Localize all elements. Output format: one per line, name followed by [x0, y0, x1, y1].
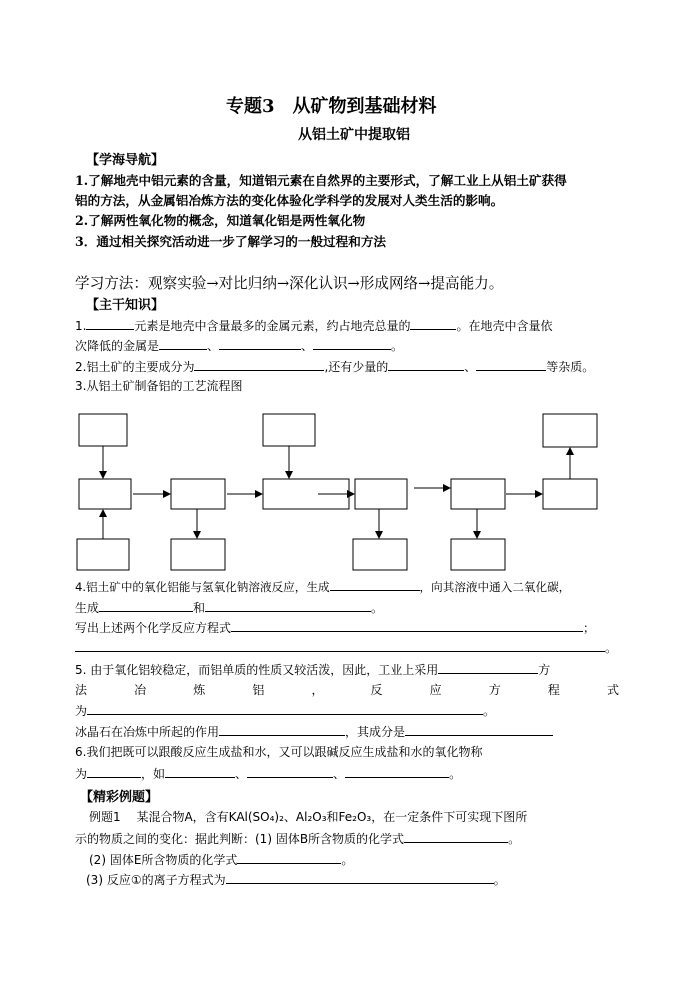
question-5-line-3: [75, 701, 495, 719]
q5-char: 冶: [134, 683, 147, 697]
question-4-line-2: [75, 598, 383, 616]
q6-text-ru: ，如: [141, 767, 166, 781]
q6-sep-2: 、: [333, 767, 346, 781]
q4-text-and: 和: [193, 601, 206, 615]
q1-number: 1.: [75, 319, 87, 333]
ex1-blank-solid-b[interactable]: [404, 829, 508, 843]
question-5-line-2: [75, 681, 619, 698]
q1-sep-2: 、: [301, 339, 314, 353]
q6-end: 。: [449, 767, 462, 781]
q1-text-tail: 。在地壳中含量依: [456, 319, 553, 333]
q1-metals-label: 次降低的金属是: [75, 339, 160, 353]
question-5-line-1: [75, 660, 550, 678]
example-1-question-3: [86, 870, 506, 888]
q5-composition-label: ，其成分是: [345, 725, 406, 739]
ex1-q1-text: 示的物质之间的变化：据此判断：(1) 固体B所含物质的化学式: [75, 832, 405, 846]
question-6-line-1: 6.我们把既可以跟酸反应生成盐和水，又可以跟碱反应生成盐和水的氧化物称: [75, 745, 483, 759]
q4-blank-equation-1[interactable]: [231, 618, 583, 632]
question-5-line-4: [75, 722, 553, 740]
q5-char: 应: [429, 683, 442, 697]
example-1-line-2: [75, 829, 520, 847]
q5-char: 式: [606, 683, 619, 697]
flow-box-output-top[interactable]: [543, 414, 597, 447]
ex1-q2-end: 。: [341, 853, 354, 867]
flow-box-output-bottom-2[interactable]: [353, 539, 407, 570]
flow-box-step-6[interactable]: [543, 479, 597, 509]
q4-blank-product-1[interactable]: [330, 577, 420, 591]
flow-box-input-top-1[interactable]: [79, 414, 127, 446]
q5-text-fang: 方: [538, 663, 551, 677]
q4-end: 。: [371, 601, 384, 615]
flow-box-step-4[interactable]: [355, 479, 407, 509]
q5-char: 铝: [252, 683, 265, 697]
q5-end: 。: [483, 704, 496, 718]
ex1-q1-end: 。: [508, 832, 521, 846]
q5-blank-role[interactable]: [219, 722, 345, 736]
q2-end: 等杂质。: [546, 360, 595, 374]
q5-char: 反: [370, 683, 383, 697]
q1-text: 元素是地壳中含量最多的金属元素，约占地壳总量的: [134, 319, 411, 333]
q4-end-2: 。: [605, 641, 618, 655]
q5-blank-equation[interactable]: [87, 701, 483, 715]
ex1-q3-text: (3) 反应①的离子方程式为: [86, 873, 226, 887]
question-4-line-3: [75, 618, 595, 636]
q4-blank-product-2[interactable]: [99, 598, 193, 612]
q2-text: 2.铝土矿的主要成分为: [75, 360, 195, 374]
flow-box-input-top-2[interactable]: [263, 414, 315, 446]
guide-heading: 【学海导航】: [86, 153, 165, 168]
q4-blank-product-3[interactable]: [205, 598, 371, 612]
flow-box-step-1[interactable]: [79, 479, 131, 509]
question-4-line-1: [75, 577, 570, 595]
q5-text-wei: 为: [75, 704, 88, 718]
q2-sep: 、: [464, 360, 477, 374]
learning-method: 学习方法：观察实验→对比归纳→深化认识→形成网络→提高能力。: [75, 275, 504, 292]
q5-blank-composition[interactable]: [405, 722, 553, 736]
examples-heading: 【精彩例题】: [80, 790, 159, 805]
q4-text: 4.铝土矿中的氧化铝能与氢氧化钠溶液反应，生成: [75, 580, 330, 594]
ex1-blank-solid-e[interactable]: [237, 850, 341, 864]
page-subtitle: 从铝土矿中提取铝: [298, 127, 410, 143]
q1-sep-1: 、: [207, 339, 220, 353]
q4-semicolon: ；: [583, 621, 596, 635]
q5-blank-method[interactable]: [438, 660, 538, 674]
knowledge-heading: 【主干知识】: [86, 298, 165, 313]
ex1-q2-text: (2) 固体E所含物质的化学式: [89, 853, 238, 867]
example-1-line-1: 例题1 某混合物A，含有KAl(SO₄)₂、Al₂O₃和Fe₂O₃，在一定条件下可实现下图所: [89, 810, 528, 824]
q6-sep-1: 、: [235, 767, 248, 781]
flow-box-step-2[interactable]: [171, 479, 225, 509]
ex1-blank-ionic-equation[interactable]: [226, 870, 494, 884]
example-1-question-2: [89, 850, 353, 868]
page-title: 专题3 从矿物到基础材料: [226, 96, 437, 117]
guide-item-1-line-1: 1.了解地壳中铝元素的含量，知道铝元素在自然界的主要形式，了解工业上从铝土矿获得: [75, 173, 567, 188]
question-6-line-2: [75, 764, 461, 782]
flow-box-step-5[interactable]: [451, 479, 505, 509]
q6-blank-example-2[interactable]: [247, 764, 333, 778]
guide-item-1-line-2: 铝的方法，从金属铝冶炼方法的变化体验化学科学的发展对人类生活的影响。: [75, 193, 504, 208]
q5-char: 方: [488, 683, 501, 697]
question-4-line-4: [75, 638, 617, 656]
q4-equation-label: 写出上述两个化学反应方程式: [75, 621, 232, 635]
q5-char: ，: [311, 683, 324, 697]
question-3: 3.从铝土矿制备铝的工艺流程图: [75, 379, 243, 393]
q4-blank-equation-2[interactable]: [75, 638, 605, 652]
ex1-q3-end: 。: [493, 873, 506, 887]
q5-char: 法: [75, 683, 88, 697]
flow-box-input-bottom[interactable]: [77, 539, 129, 570]
q6-blank-term[interactable]: [87, 764, 141, 778]
q4-text-generate: 生成: [75, 601, 100, 615]
q5-text: 5. 由于氧化铝较稳定，而铝单质的性质又较活泼，因此，工业上采用: [75, 663, 439, 677]
q6-blank-example-1[interactable]: [165, 764, 235, 778]
q6-text-wei: 为: [75, 767, 88, 781]
q5-cryolite-label: 冰晶石在冶炼中所起的作用: [75, 725, 220, 739]
q5-char: 炼: [193, 683, 206, 697]
q5-char: 程: [547, 683, 560, 697]
flow-box-output-bottom-3[interactable]: [451, 539, 505, 570]
guide-item-2: 2.了解两性氧化物的概念，知道氧化铝是两性氧化物: [75, 213, 366, 228]
q6-blank-example-3[interactable]: [345, 764, 449, 778]
guide-item-3: 3．通过相关探究活动进一步了解学习的一般过程和方法: [75, 234, 387, 249]
q2-text-mid: ,还有少量的: [324, 360, 389, 374]
flow-box-output-bottom-1[interactable]: [171, 539, 225, 570]
q1-end: 。: [391, 339, 404, 353]
q4-text-tail: ，向其溶液中通入二氧化碳，: [419, 580, 571, 594]
